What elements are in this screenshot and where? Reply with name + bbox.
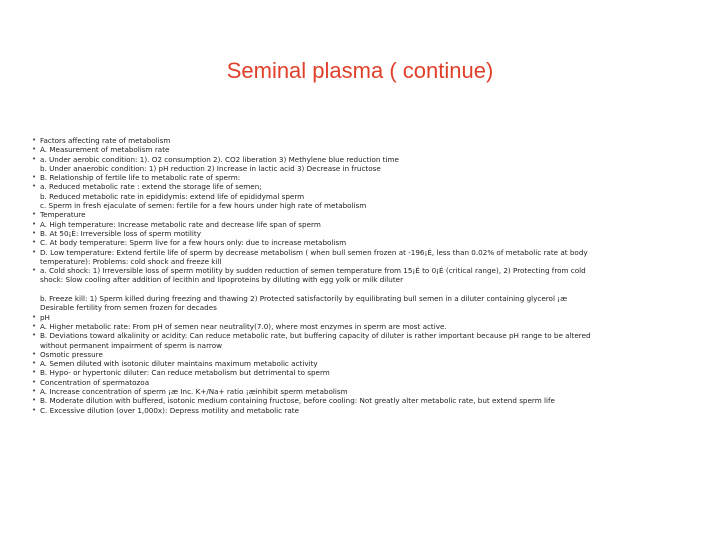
list-item (32, 136, 682, 145)
list-item-text: Osmotic pressure (40, 349, 103, 359)
list-item (32, 387, 682, 396)
bullet-icon: • (32, 359, 37, 368)
list-item-text: A. Higher metabolic rate: From pH of semen near neutrality(7.0), where most enzymes in sperm are most active. (40, 321, 447, 331)
list-item-text: b. Under anaerobic condition: 1) pH reduction 2) Increase in lactic acid 3) Decrease in fructose (40, 163, 381, 173)
list-item (32, 182, 682, 191)
bullet-icon: • (32, 145, 37, 154)
list-item-text: Concentration of spermatozoa (40, 377, 150, 387)
bullet-icon: • (32, 247, 37, 256)
list-item (32, 257, 682, 266)
list-item (32, 406, 682, 415)
bullet-icon: • (32, 349, 37, 358)
list-item-text: pH (40, 312, 50, 322)
bullet-icon: • (32, 387, 37, 396)
list-item-text: a. Cold shock: 1) Irreversible loss of sperm motility by sudden reduction of semen temperature from 15¡É to 0¡É (critical range), 2) Protecting from cold (40, 266, 586, 276)
list-item-text: A. Semen diluted with isotonic diluter maintains maximum metabolic activity (40, 359, 318, 369)
list-item (32, 155, 682, 164)
list-item (32, 192, 682, 201)
list-item-text: b. Reduced metabolic rate in epididymis: extend life of epididymal sperm (40, 191, 305, 201)
list-item (32, 322, 682, 331)
bullet-icon: • (32, 238, 37, 247)
bullet-icon: • (32, 210, 37, 219)
bullet-list (32, 136, 682, 415)
bullet-icon: • (32, 331, 37, 340)
list-item-text: B. Hypo- or hypertonic diluter: Can reduce metabolism but detrimental to sperm (40, 368, 330, 378)
list-item-text: B. Deviations toward alkalinity or acidity: Can reduce metabolic rate, but buffering capacity of diluter is rather important because pH range to be altered (40, 331, 591, 341)
list-item-text: shock: Slow cooling after addition of lecithin and lipoproteins by diluting with egg yolk or milk diluter (40, 275, 404, 285)
bullet-icon: • (32, 266, 37, 275)
bullet-icon: • (32, 396, 37, 405)
list-item-text: B. Moderate dilution with buffered, isotonic medium containing fructose, before cooling: Not greatly alter metabolic rate, but extend sperm life (40, 396, 555, 406)
list-item-text: a. Reduced metabolic rate : extend the storage life of semen; (40, 182, 262, 192)
list-item (32, 201, 682, 210)
list-item-text: Factors affecting rate of metabolism (40, 136, 171, 145)
list-item (32, 173, 682, 182)
bullet-icon: • (32, 405, 37, 414)
list-item (32, 331, 682, 340)
list-item (32, 341, 682, 350)
bullet-icon: • (32, 377, 37, 386)
list-item-text: A. Measurement of metabolism rate (40, 145, 170, 155)
list-item-text: c. Sperm in fresh ejaculate of semen: fertile for a few hours under high rate of metabolism (40, 201, 367, 211)
bullet-icon: • (32, 136, 37, 144)
list-item (32, 248, 682, 257)
list-item-text: b. Freeze kill: 1) Sperm killed during freezing and thawing 2) Protected satisfactorily by equilibrating bull semen in a diluter containing glycerol ¡æ (40, 294, 568, 304)
list-item (32, 368, 682, 377)
list-item-text: B. At 50¡É: Irreversible loss of sperm motility (40, 228, 201, 238)
list-item-text: a. Under aerobic condition: 1). O2 consumption 2). CO2 liberation 3) Methylene blue reduction time (40, 154, 399, 164)
list-item (32, 164, 682, 173)
list-item (32, 359, 682, 368)
bullet-icon: • (32, 312, 37, 321)
list-item (32, 145, 682, 154)
bullet-icon: • (32, 182, 37, 191)
list-item (32, 313, 682, 322)
list-item-text: B. Relationship of fertile life to metabolic rate of sperm: (40, 173, 241, 183)
list-item-text: without permanent impairment of sperm is narrow (40, 340, 222, 350)
list-item (32, 266, 682, 275)
list-item (32, 210, 682, 219)
bullet-icon: • (32, 219, 37, 228)
bullet-icon: • (32, 154, 37, 163)
list-item-text: temperature): Problems: cold shock and freeze kill (40, 256, 222, 266)
list-item-text: C. Excessive dilution (over 1,000x): Depress motility and metabolic rate (40, 405, 300, 415)
list-item (32, 238, 682, 247)
list-item-text: C. At body temperature: Sperm live for a few hours only: due to increase metabolism (40, 238, 347, 248)
bullet-icon: • (32, 173, 37, 182)
list-item-text: A. Increase concentration of sperm ¡æ Inc. K+/Na+ ratio ¡æinhibit sperm metabolism (40, 387, 348, 397)
list-item (32, 396, 682, 405)
list-item-text: A. High temperature: Increase metabolic rate and decrease life span of sperm (40, 219, 321, 229)
list-item (32, 350, 682, 359)
list-item (32, 378, 682, 387)
bullet-icon: • (32, 321, 37, 330)
list-item-text: Desirable fertility from semen frozen for decades (40, 303, 217, 313)
slide-title: Seminal plasma ( continue) (226, 58, 494, 83)
bullet-icon: • (32, 368, 37, 377)
list-item-text: Temperature (40, 210, 86, 220)
list-item (32, 294, 682, 303)
list-item (32, 229, 682, 238)
list-item (32, 275, 682, 284)
list-item (32, 303, 682, 312)
list-item (32, 220, 682, 229)
list-item-text: D. Low temperature: Extend fertile life of sperm by decrease metabolism ( when bull semen frozen at -196¡É, less than 0.02% of metabolic rate at body (40, 247, 588, 257)
bullet-icon: • (32, 228, 37, 237)
